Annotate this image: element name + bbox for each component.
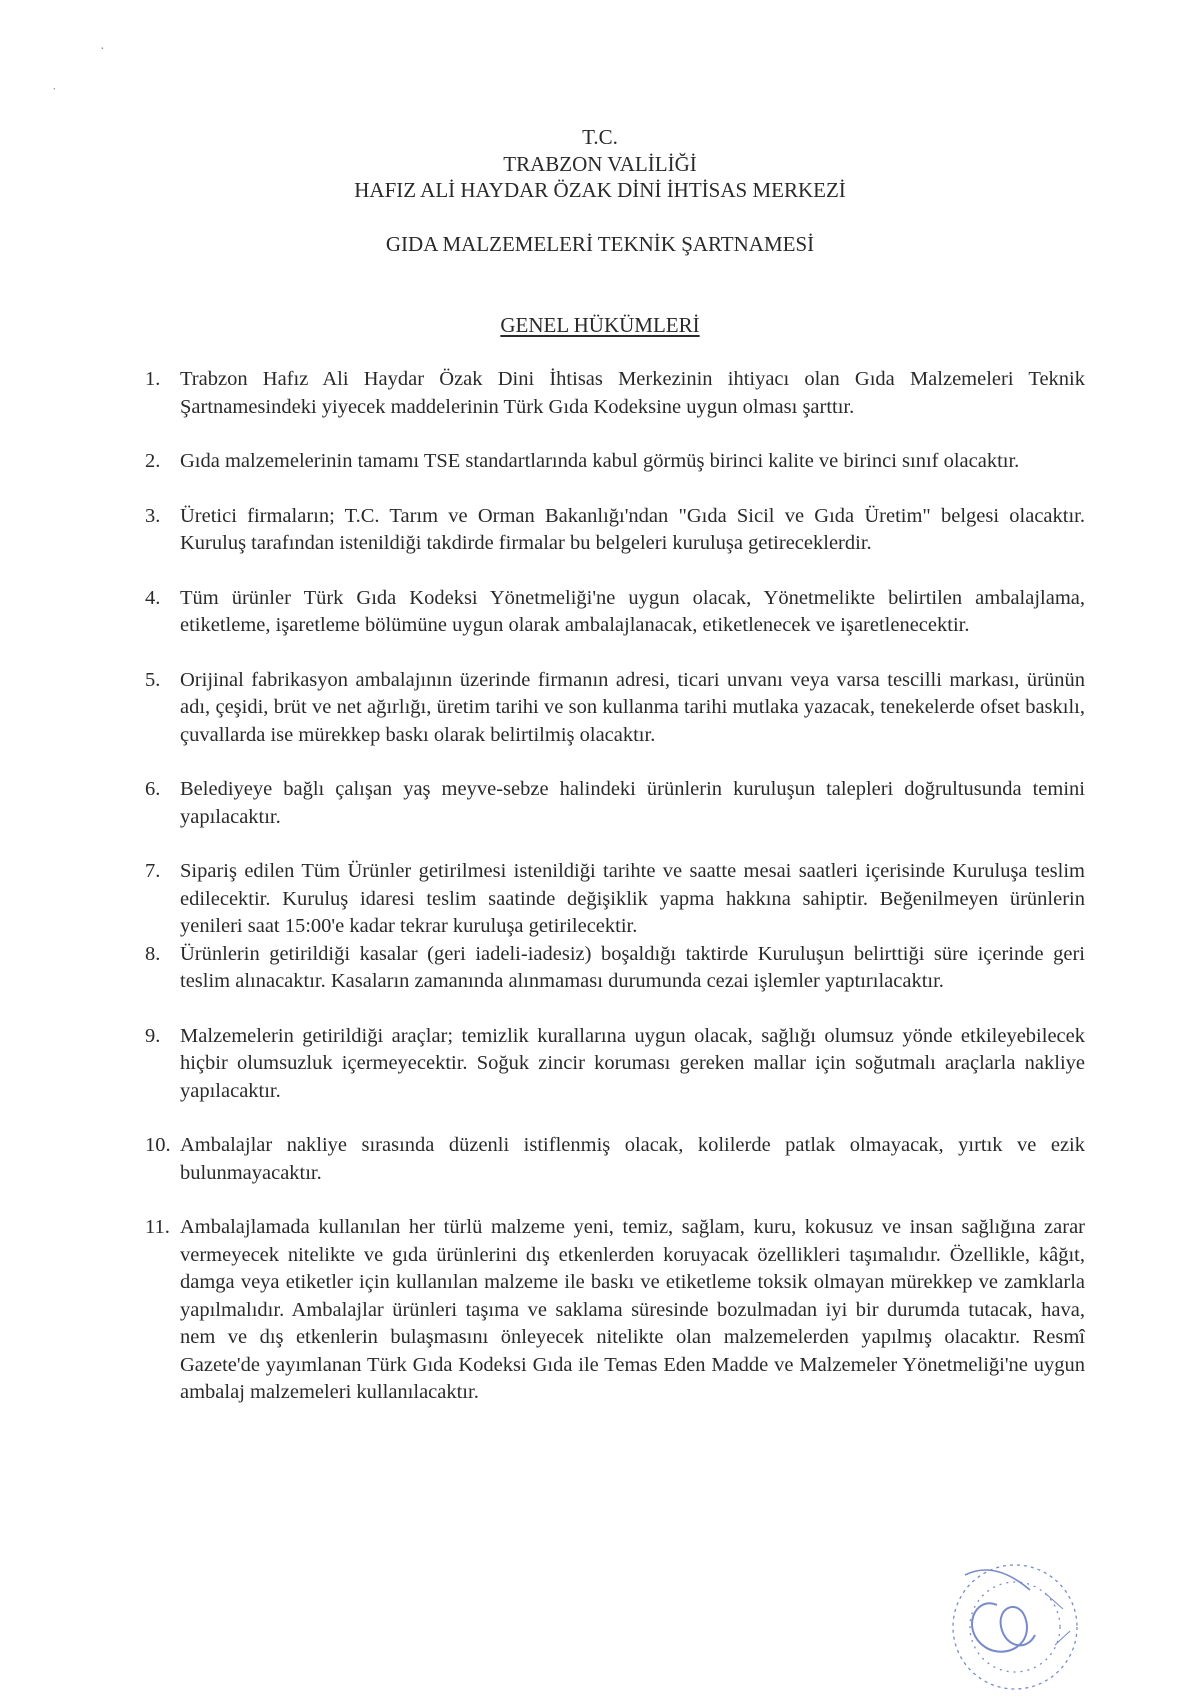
item-number: 2. [145, 450, 161, 472]
item-number: 4. [145, 586, 161, 609]
item-text: Malzemelerin getirildiği araçlar; temizlik kurallarına uygun olacak, sağlığı olumsuz yönde etkileyebilecek hiçbir olumsuzluk içermeyecektir. Soğuk zincir koruması gereken mallar için soğutmalı araçlarla nakliye yapılacaktır. [180, 1024, 1085, 1102]
list-item [145, 1023, 1085, 1106]
item-number: 6. [145, 778, 161, 800]
item-number: 8. [145, 942, 161, 965]
item-number: 5. [145, 668, 161, 691]
list-item [145, 776, 1085, 831]
scan-speck: · [100, 42, 105, 57]
item-number: 9. [145, 1024, 161, 1047]
item-text: Gıda malzemelerinin tamamı TSE standartlarında kabul görmüş birinci kalite ve birinci sınıf olacaktır. [180, 450, 1020, 472]
header-governorship: TRABZON VALİLİĞİ [503, 152, 697, 176]
list-item [145, 941, 1085, 996]
section-title [0, 313, 1200, 338]
list-item [145, 1214, 1085, 1407]
item-text: Belediyeye bağlı çalışan yaş meyve-sebze halindeki ürünlerin kuruluşun talepleri doğrultusunda temini yapılacaktır. [180, 778, 1085, 828]
list-item [145, 1132, 1085, 1187]
provisions-list [145, 366, 1085, 1407]
item-text: Üretici firmaların; T.C. Tarım ve Orman Bakanlığı'ndan "Gıda Sicil ve Gıda Üretim" belgesi olacaktır. Kuruluş tarafından istenildiği takdirde firmalar bu belgeleri kuruluşa getireceklerdir. [180, 504, 1085, 554]
item-number: 7. [145, 860, 161, 882]
item-number: 1. [145, 368, 161, 390]
item-text: Orijinal fabrikasyon ambalajının üzerinde firmanın adresi, ticari unvanı veya varsa tescilli markası, ürünün adı, çeşidi, brüt ve net ağırlığı, üretim tarihi ve son kullanma tarihi mutlaka yazacak, tenekelerde ofset baskılı, çuvallarda ise mürekkep baskı olarak belirtilmiş olacaktır. [180, 668, 1085, 746]
item-number: 3. [145, 504, 161, 527]
item-text: Ürünlerin getirildiği kasalar (geri iadeli-iadesiz) boşaldığı taktirde Kuruluşun belirttiği süre içerinde geri teslim alınacaktır. Kasaların zamanında alınmaması durumunda cezai işlemler yaptırılacaktır. [180, 942, 1085, 992]
official-seal-with-signature-icon [905, 1535, 1115, 1700]
scan-speck: ˙ [52, 86, 57, 101]
item-text: Tüm ürünler Türk Gıda Kodeksi Yönetmeliği'ne uygun olacak, Yönetmelikte belirtilen ambalajlama, etiketleme, işaretleme bölümüne uygun olarak ambalajlanacak, etiketlenecek ve işaretlenecektir. [180, 586, 1085, 636]
list-item [145, 366, 1085, 421]
item-text: Sipariş edilen Tüm Ürünler getirilmesi istenildiği tarihte ve saatte mesai saatleri içerisinde Kuruluşa teslim edilecektir. Kuruluş idaresi teslim saatinde değişiklik yapma hakkına sahiptir. Beğenilmeyen ürünlerin yenileri saat 15:00'e kadar tekrar kuruluşa getirilecektir. [180, 860, 1085, 937]
item-text: Ambalajlamada kullanılan her türlü malzeme yeni, temiz, sağlam, kuru, kokusuz ve insan sağlığına zarar vermeyecek nitelikte ve gıda ürünlerini dış etkenlerden koruyacak özellikleri taşımalıdır. Özellikle, kâğıt, damga veya etiketler için kullanılan malzeme ile baskı ve etiketleme toksik olmayan mürekkep ve zamklarla yapılmalıdır. Ambalajlar ürünleri taşıma ve saklama süresinde bozulmadan iyi bir durumda tutacak, hava, nem ve dış etkenlerin bulaşmasını önleyecek nitelikte olan malzemelerden yapılmış olacaktır. Resmî Gazete'de yayımlanan Türk Gıda Kodeksi Gıda ile Temas Eden Madde ve Malzemeler Yönetmeliği'ne uygun ambalaj malzemeleri kullanılacaktır. [180, 1216, 1085, 1403]
item-text: Trabzon Hafız Ali Haydar Özak Dini İhtisas Merkezinin ihtiyacı olan Gıda Malzemeleri Teknik Şartnamesindeki yiyecek maddelerinin Türk Gıda Kodeksine uygun olması şarttır. [180, 368, 1085, 418]
header-institution: HAFIZ ALİ HAYDAR ÖZAK DİNİ İHTİSAS MERKEZİ [354, 178, 846, 202]
document-title: GIDA MALZEMELERİ TEKNİK ŞARTNAMESİ [385, 232, 815, 256]
list-item [145, 503, 1085, 558]
item-number: 11. [145, 1216, 170, 1238]
list-item [145, 667, 1085, 750]
list-item [145, 448, 1085, 476]
section-title-text: GENEL HÜKÜMLERİ [500, 313, 700, 337]
list-item [145, 858, 1085, 941]
item-number: 10. [145, 1134, 171, 1156]
header-tc: T.C. [582, 125, 618, 149]
item-text: Ambalajlar nakliye sırasında düzenli istiflenmiş olacak, kolilerde patlak olmayacak, yırtık ve ezik bulunmayacaktır. [180, 1134, 1085, 1184]
list-item [145, 585, 1085, 640]
